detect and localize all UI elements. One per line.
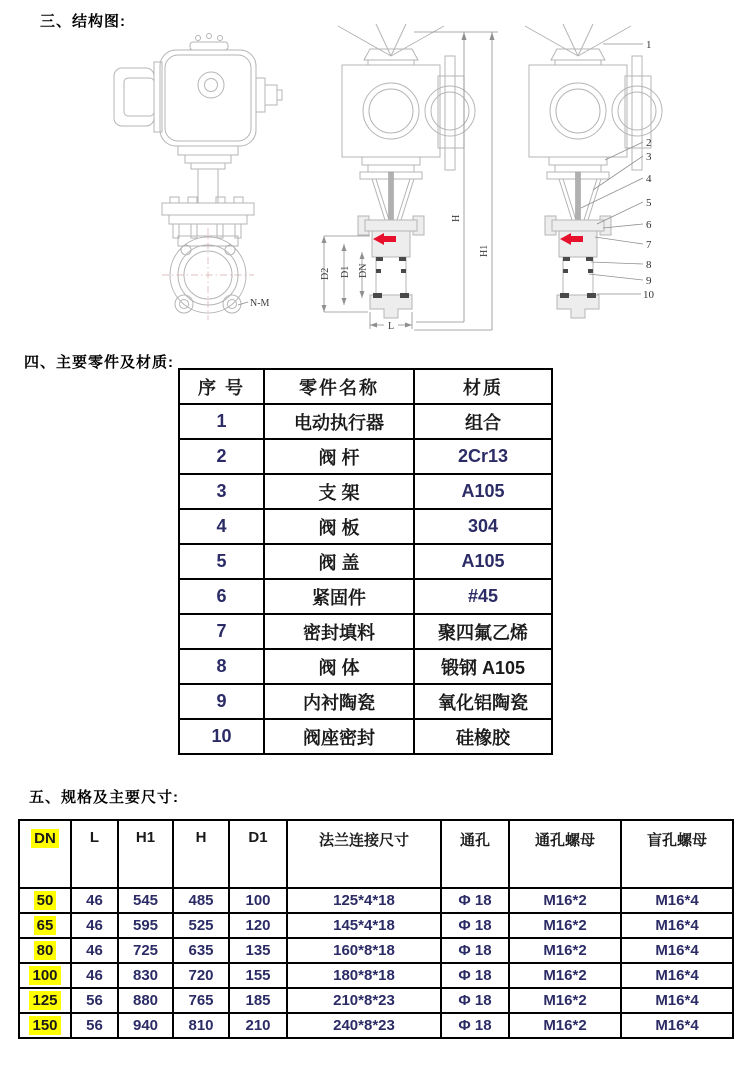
actuator-section [338,24,475,170]
table-cell: M16*2 [509,938,621,963]
column-header: 材质 [414,369,552,404]
table-cell: M16*2 [509,988,621,1013]
column-header: D1 [229,820,287,888]
table-row [179,614,552,649]
callout-8: 8 [646,259,652,271]
table-cell: 46 [71,938,118,963]
table-cell: 210*8*23 [287,988,441,1013]
table-cell: 电动执行器 [264,404,414,439]
column-header: 盲孔螺母 [621,820,733,888]
table-cell: 硅橡胶 [414,719,552,754]
table-cell: 2 [179,439,264,474]
table-cell: 545 [118,888,173,913]
table-cell: 密封填料 [264,614,414,649]
table-row [19,888,733,913]
table-cell: 9 [179,684,264,719]
table-cell: 氧化铝陶瓷 [414,684,552,719]
valve-section [358,157,424,318]
table-cell: M16*4 [621,1013,733,1038]
header-row [179,369,552,404]
structure-diagram-front-view [112,28,282,318]
table-row [179,474,552,509]
table-cell: #45 [414,579,552,614]
table-cell: 锻钢 A105 [414,649,552,684]
table-cell: 210 [229,1013,287,1038]
table-cell: 160*8*18 [287,938,441,963]
table-row [179,719,552,754]
table-cell: 725 [118,938,173,963]
column-header: 序 号 [179,369,264,404]
table-row [179,649,552,684]
table-cell: 56 [71,1013,118,1038]
structure-diagram-section-view [318,22,503,332]
table-cell: 8 [179,649,264,684]
callout-5: 5 [646,197,652,209]
dim-label-d1: D1 [340,265,351,278]
table-cell: 100 [19,963,71,988]
table-row [179,509,552,544]
table-cell: 内衬陶瓷 [264,684,414,719]
table-cell: 830 [118,963,173,988]
callout-2: 2 [646,137,652,149]
table-row [179,579,552,614]
table-cell: 125*4*18 [287,888,441,913]
callout-3: 3 [646,151,652,163]
parts-materials-table [178,368,553,755]
table-row [179,544,552,579]
table-cell: 240*8*23 [287,1013,441,1038]
section-parts-heading: 四、主要零件及材质: [24,354,174,371]
table-cell: 80 [19,938,71,963]
dim-label-dn: DN [358,263,369,278]
column-header: 通孔螺母 [509,820,621,888]
table-cell: 485 [173,888,229,913]
table-cell: Φ 18 [441,1013,509,1038]
table-cell: 50 [19,888,71,913]
table-cell: 304 [414,509,552,544]
column-header: H [173,820,229,888]
table-cell: M16*2 [509,1013,621,1038]
callout-7: 7 [646,239,652,251]
table-cell: 阀座密封 [264,719,414,754]
table-cell: 180*8*18 [287,963,441,988]
table-cell: 135 [229,938,287,963]
table-cell: 10 [179,719,264,754]
table-cell: 3 [179,474,264,509]
table-cell: 46 [71,913,118,938]
callout-9: 9 [646,275,652,287]
table-cell: A105 [414,544,552,579]
table-cell: A105 [414,474,552,509]
table-cell: M16*2 [509,888,621,913]
table-cell: 100 [229,888,287,913]
table-row [179,684,552,719]
table-cell: 紧固件 [264,579,414,614]
table-cell: 阀 板 [264,509,414,544]
callout-4: 4 [646,173,652,185]
valve-front [162,146,270,320]
structure-diagram-callout-view [505,22,740,322]
table-cell: M16*2 [509,963,621,988]
table-cell: M16*4 [621,963,733,988]
table-row [179,404,552,439]
table-cell: Φ 18 [441,963,509,988]
dim-label-l: L [388,321,395,332]
column-header: 零件名称 [264,369,414,404]
table-cell: 阀 体 [264,649,414,684]
table-cell: M16*4 [621,888,733,913]
section-structure-heading: 三、结构图: [40,13,126,30]
table-cell: 1 [179,404,264,439]
table-cell: 阀 盖 [264,544,414,579]
dim-label-h1: H1 [479,244,490,257]
table-cell: Φ 18 [441,913,509,938]
table-cell: 880 [118,988,173,1013]
callout-leaders [581,39,655,301]
table-cell: 聚四氟乙烯 [414,614,552,649]
table-cell: 支 架 [264,474,414,509]
table-cell: Φ 18 [441,988,509,1013]
table-cell: 525 [173,913,229,938]
table-cell: 150 [19,1013,71,1038]
table-cell: 阀 杆 [264,439,414,474]
table-cell: Φ 18 [441,888,509,913]
table-row [179,439,552,474]
table-row [19,988,733,1013]
actuator-section [525,24,662,170]
table-cell: 7 [179,614,264,649]
table-cell: 765 [173,988,229,1013]
dim-label-nm: N-M [250,298,270,309]
table-cell: 155 [229,963,287,988]
table-cell: 125 [19,988,71,1013]
table-cell: 810 [173,1013,229,1038]
table-row [19,913,733,938]
table-cell: Φ 18 [441,938,509,963]
table-row [19,938,733,963]
actuator-front [114,34,282,147]
column-header: H1 [118,820,173,888]
table-cell: 185 [229,988,287,1013]
table-cell: 4 [179,509,264,544]
table-cell: M16*4 [621,938,733,963]
section-specs-heading: 五、规格及主要尺寸: [29,789,179,806]
table-cell: 组合 [414,404,552,439]
table-cell: 145*4*18 [287,913,441,938]
callout-1: 1 [646,39,652,51]
table-cell: 940 [118,1013,173,1038]
column-header: L [71,820,118,888]
table-cell: 120 [229,913,287,938]
table-row [19,963,733,988]
column-header: 法兰连接尺寸 [287,820,441,888]
table-row [19,1013,733,1038]
table-cell: 46 [71,963,118,988]
table-cell: M16*2 [509,913,621,938]
callout-6: 6 [646,219,652,231]
table-cell: 5 [179,544,264,579]
table-cell: 6 [179,579,264,614]
dim-label-d2: D2 [320,267,331,280]
table-cell: M16*4 [621,913,733,938]
table-cell: 56 [71,988,118,1013]
dim-label-h: H [451,214,462,222]
column-header: 通孔 [441,820,509,888]
table-cell: M16*4 [621,988,733,1013]
table-cell: 635 [173,938,229,963]
header-row [19,820,733,888]
specs-dimensions-table [18,819,734,1039]
table-cell: 65 [19,913,71,938]
table-cell: 46 [71,888,118,913]
column-header: DN [19,820,71,888]
table-cell: 2Cr13 [414,439,552,474]
table-cell: 595 [118,913,173,938]
callout-10: 10 [643,289,654,301]
table-cell: 720 [173,963,229,988]
